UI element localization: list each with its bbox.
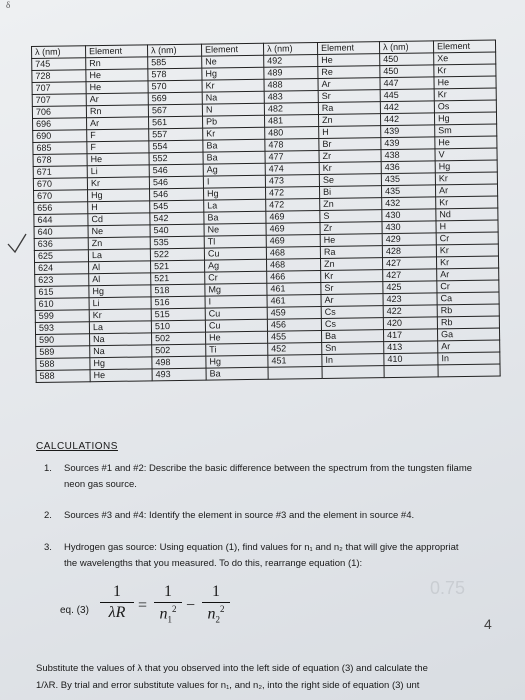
element-cell: Ba bbox=[322, 330, 384, 343]
minus-sign: − bbox=[186, 597, 196, 614]
wavelength-cell: 707 bbox=[32, 94, 86, 107]
element-cell: V bbox=[435, 148, 497, 161]
wavelength-cell: 546 bbox=[149, 164, 203, 177]
wavelength-cell: 427 bbox=[382, 257, 436, 270]
wavelength-cell: 488 bbox=[264, 78, 318, 91]
element-cell: Ag bbox=[203, 163, 265, 176]
wavelength-cell: 644 bbox=[34, 214, 88, 227]
element-cell: Ar bbox=[87, 117, 149, 130]
header-wavelength: λ (nm) bbox=[263, 42, 317, 55]
element-cell: Hg bbox=[435, 160, 497, 173]
element-cell: Kr bbox=[87, 177, 149, 190]
element-cell: Cd bbox=[88, 213, 150, 226]
element-cell: Sm bbox=[435, 124, 497, 137]
element-cell: I bbox=[205, 295, 267, 308]
element-cell: N bbox=[202, 103, 264, 116]
element-cell: Xe bbox=[434, 52, 496, 65]
wavelength-cell: 567 bbox=[148, 104, 202, 117]
element-cell: H bbox=[319, 126, 381, 139]
element-cell: Zn bbox=[318, 114, 380, 127]
element-cell: Na bbox=[90, 345, 152, 358]
question-number: 2. bbox=[44, 510, 52, 521]
element-cell: He bbox=[320, 234, 382, 247]
header-element: Element bbox=[433, 40, 495, 53]
element-cell bbox=[438, 364, 500, 377]
wavelength-cell: 593 bbox=[35, 322, 89, 335]
element-cell: He bbox=[318, 54, 380, 67]
wavelength-cell: 477 bbox=[265, 150, 319, 163]
wavelength-cell bbox=[384, 365, 438, 378]
element-cell: Hg bbox=[204, 187, 266, 200]
element-cell: Kr bbox=[321, 270, 383, 283]
wavelength-cell: 521 bbox=[151, 260, 205, 273]
element-cell: Cu bbox=[205, 307, 267, 320]
wavelength-cell: 546 bbox=[150, 188, 204, 201]
element-cell: Li bbox=[89, 297, 151, 310]
element-cell: Tl bbox=[204, 235, 266, 248]
element-cell: Al bbox=[89, 273, 151, 286]
element-cell: Se bbox=[319, 174, 381, 187]
element-cell: Ne bbox=[202, 55, 264, 68]
element-cell: Ar bbox=[437, 268, 499, 281]
element-cell: Re bbox=[318, 66, 380, 79]
wavelength-cell: 480 bbox=[265, 126, 319, 139]
wavelength-cell: 492 bbox=[264, 54, 318, 67]
element-cell: Zn bbox=[88, 237, 150, 250]
element-cell: Ag bbox=[205, 259, 267, 272]
wavelength-cell: 425 bbox=[383, 281, 437, 294]
element-cell: La bbox=[88, 249, 150, 262]
wavelength-cell: 585 bbox=[148, 56, 202, 69]
wavelength-cell: 430 bbox=[382, 209, 436, 222]
n2-symbol: n bbox=[207, 605, 216, 623]
element-cell: He bbox=[86, 81, 148, 94]
wavelength-cell: 561 bbox=[149, 116, 203, 129]
wavelength-cell: 542 bbox=[150, 212, 204, 225]
element-cell: Al bbox=[89, 261, 151, 274]
element-cell: H bbox=[88, 201, 150, 214]
element-cell: Ba bbox=[203, 151, 265, 164]
wavelength-cell bbox=[268, 366, 322, 379]
wavelength-cell: 706 bbox=[32, 106, 86, 119]
spectral-lines-table bbox=[31, 40, 501, 383]
wavelength-cell: 455 bbox=[268, 330, 322, 343]
wavelength-cell: 636 bbox=[34, 238, 88, 251]
element-cell: Ba bbox=[203, 139, 265, 152]
question-text: Sources #1 and #2: Describe the basic difference between the spectrum from the tungsten filame bbox=[64, 463, 473, 474]
wavelength-cell: 498 bbox=[152, 356, 206, 369]
element-cell: Sr bbox=[321, 282, 383, 295]
element-cell: Rb bbox=[437, 304, 499, 317]
element-cell: He bbox=[206, 331, 268, 344]
wavelength-cell: 438 bbox=[381, 149, 435, 162]
element-cell: Zr bbox=[320, 222, 382, 235]
wavelength-cell: 578 bbox=[148, 68, 202, 81]
wavelength-cell: 442 bbox=[380, 101, 434, 114]
wavelength-cell: 439 bbox=[381, 137, 435, 150]
element-cell: He bbox=[90, 369, 152, 382]
element-cell: Sr bbox=[318, 90, 380, 103]
wavelength-cell: 678 bbox=[33, 154, 87, 167]
element-cell: Zn bbox=[320, 198, 382, 211]
equation-label: eq. (3) bbox=[60, 605, 89, 616]
wavelength-cell: 535 bbox=[150, 236, 204, 249]
element-cell: Zn bbox=[320, 258, 382, 271]
element-cell: Bi bbox=[319, 186, 381, 199]
element-cell: Ne bbox=[204, 223, 266, 236]
element-cell: Cr bbox=[437, 280, 499, 293]
n1-exponent: 2 bbox=[172, 604, 177, 614]
substitute-line-1: Substitute the values of λ that you observed into the left side of equation (3) and calculate the bbox=[36, 663, 428, 674]
element-cell: Rb bbox=[437, 316, 499, 329]
element-cell: S bbox=[320, 210, 382, 223]
wavelength-cell: 545 bbox=[150, 200, 204, 213]
wavelength-cell: 447 bbox=[380, 77, 434, 90]
element-cell: Na bbox=[202, 91, 264, 104]
wavelength-cell: 472 bbox=[265, 186, 319, 199]
wavelength-cell: 413 bbox=[384, 341, 438, 354]
wavelength-cell: 690 bbox=[33, 130, 87, 143]
element-cell: Kr bbox=[435, 172, 497, 185]
question-text: Hydrogen gas source: Using equation (1), find values for n₁ and n₂ that will give the appropriat bbox=[64, 542, 459, 553]
question-number: 3. bbox=[44, 542, 52, 553]
element-cell: Hg bbox=[88, 189, 150, 202]
wavelength-cell: 588 bbox=[36, 370, 90, 383]
element-cell: Kr bbox=[89, 309, 151, 322]
wavelength-cell: 656 bbox=[34, 202, 88, 215]
element-cell: Rn bbox=[86, 57, 148, 70]
wavelength-cell: 452 bbox=[268, 342, 322, 355]
element-cell: Kr bbox=[436, 256, 498, 269]
element-cell: Hg bbox=[202, 67, 264, 80]
element-cell: Sn bbox=[322, 342, 384, 355]
wavelength-cell: 420 bbox=[383, 317, 437, 330]
element-cell: Na bbox=[90, 333, 152, 346]
question-text: Sources #3 and #4: Identify the element in source #3 and the element in source #4. bbox=[64, 510, 415, 521]
wavelength-cell: 461 bbox=[267, 282, 321, 295]
wavelength-cell: 432 bbox=[382, 197, 436, 210]
wavelength-cell: 469 bbox=[266, 210, 320, 223]
element-cell: Kr bbox=[319, 162, 381, 175]
wavelength-cell: 615 bbox=[35, 286, 89, 299]
substitute-instructions bbox=[36, 660, 525, 694]
wavelength-cell: 489 bbox=[264, 66, 318, 79]
element-cell: Nd bbox=[436, 208, 498, 221]
wavelength-cell: 557 bbox=[149, 128, 203, 141]
wavelength-cell: 461 bbox=[267, 294, 321, 307]
wavelength-cell: 640 bbox=[34, 226, 88, 239]
wavelength-cell: 422 bbox=[383, 305, 437, 318]
calculations-heading: CALCULATIONS bbox=[36, 441, 118, 452]
wavelength-cell: 483 bbox=[264, 90, 318, 103]
wavelength-cell: 540 bbox=[150, 224, 204, 237]
wavelength-cell: 516 bbox=[151, 296, 205, 309]
wavelength-cell: 522 bbox=[150, 248, 204, 261]
header-element: Element bbox=[317, 42, 379, 55]
wavelength-cell: 442 bbox=[380, 113, 434, 126]
element-cell: Ne bbox=[88, 225, 150, 238]
wavelength-cell: 427 bbox=[383, 269, 437, 282]
wavelength-cell: 588 bbox=[36, 358, 90, 371]
wavelength-cell: 696 bbox=[33, 118, 87, 131]
wavelength-cell: 728 bbox=[32, 70, 86, 83]
element-cell: Pb bbox=[202, 115, 264, 128]
element-cell: Hg bbox=[89, 285, 151, 298]
rydberg-equation bbox=[100, 583, 250, 631]
element-cell: He bbox=[86, 69, 148, 82]
term-n2 bbox=[202, 583, 230, 625]
pencil-mark-number: 4 bbox=[484, 616, 492, 632]
equals-sign: = bbox=[138, 597, 148, 614]
element-cell: Kr bbox=[434, 88, 496, 101]
n2-subscript: 2 bbox=[215, 614, 220, 625]
element-cell: Ar bbox=[86, 93, 148, 106]
element-cell: Ar bbox=[321, 294, 383, 307]
wavelength-cell: 546 bbox=[149, 176, 203, 189]
element-cell: Ra bbox=[318, 102, 380, 115]
wavelength-cell: 554 bbox=[149, 140, 203, 153]
wavelength-cell: 468 bbox=[267, 258, 321, 271]
element-cell bbox=[322, 366, 384, 379]
wavelength-cell: 670 bbox=[33, 178, 87, 191]
element-cell: Os bbox=[434, 100, 496, 113]
term-n2-numerator: 1 bbox=[212, 583, 220, 600]
element-cell: I bbox=[203, 175, 265, 188]
question-2 bbox=[44, 508, 525, 524]
element-cell: Li bbox=[87, 165, 149, 178]
element-cell: La bbox=[204, 199, 266, 212]
wavelength-cell: 435 bbox=[381, 173, 435, 186]
wavelength-cell: 589 bbox=[36, 346, 90, 359]
wavelength-cell: 610 bbox=[35, 298, 89, 311]
wavelength-cell: 450 bbox=[380, 53, 434, 66]
wavelength-cell: 429 bbox=[382, 233, 436, 246]
element-cell: H bbox=[436, 220, 498, 233]
wavelength-cell: 515 bbox=[151, 308, 205, 321]
element-cell: Kr bbox=[436, 244, 498, 257]
element-cell: He bbox=[435, 136, 497, 149]
wavelength-cell: 478 bbox=[265, 138, 319, 151]
wavelength-cell: 671 bbox=[33, 166, 87, 179]
wavelength-cell: 569 bbox=[148, 92, 202, 105]
wavelength-cell: 459 bbox=[267, 306, 321, 319]
n1-symbol: n bbox=[159, 605, 168, 623]
wavelength-cell: 623 bbox=[35, 274, 89, 287]
term-n1-numerator: 1 bbox=[164, 583, 172, 600]
lhs-numerator: 1 bbox=[113, 583, 121, 600]
element-cell: He bbox=[434, 76, 496, 89]
question-text-continued: neon gas source. bbox=[64, 479, 137, 490]
wavelength-cell: 493 bbox=[152, 368, 206, 381]
element-cell: Cs bbox=[321, 318, 383, 331]
n2-exponent: 2 bbox=[220, 604, 225, 614]
term-n1 bbox=[154, 583, 182, 625]
wavelength-cell: 439 bbox=[381, 125, 435, 138]
header-element: Element bbox=[201, 43, 263, 56]
element-cell: He bbox=[87, 153, 149, 166]
wavelength-cell: 436 bbox=[381, 161, 435, 174]
question-3 bbox=[44, 540, 525, 572]
wavelength-cell: 456 bbox=[267, 318, 321, 331]
element-cell: Ba bbox=[204, 211, 266, 224]
wavelength-cell: 430 bbox=[382, 221, 436, 234]
wavelength-cell: 685 bbox=[33, 142, 87, 155]
n1-subscript: 1 bbox=[167, 614, 172, 625]
pencil-mark-value: 0.75 bbox=[430, 578, 466, 598]
element-cell: In bbox=[438, 352, 500, 365]
pencil-checkmark bbox=[6, 232, 28, 262]
substitute-line-2: 1/λR. By trial and error substitute values for n₁, and n₂, into the right side of equation (3) unt bbox=[36, 680, 420, 691]
wavelength-cell: 707 bbox=[32, 82, 86, 95]
wavelength-cell: 518 bbox=[151, 284, 205, 297]
element-cell: Ar bbox=[318, 78, 380, 91]
wavelength-cell: 670 bbox=[34, 190, 88, 203]
header-element: Element bbox=[86, 45, 148, 58]
wavelength-cell: 570 bbox=[148, 80, 202, 93]
element-cell: Kr bbox=[202, 79, 264, 92]
element-cell: F bbox=[87, 141, 149, 154]
element-cell: Ba bbox=[206, 367, 268, 380]
question-1 bbox=[44, 461, 525, 493]
header-wavelength: λ (nm) bbox=[32, 46, 86, 59]
corner-mark: δ bbox=[6, 0, 11, 10]
wavelength-cell: 590 bbox=[36, 334, 90, 347]
wavelength-cell: 428 bbox=[382, 245, 436, 258]
wavelength-cell: 625 bbox=[34, 250, 88, 263]
element-cell: Cr bbox=[436, 232, 498, 245]
element-cell: Kr bbox=[203, 127, 265, 140]
lhs-denominator: λR bbox=[108, 604, 126, 621]
element-cell: Mg bbox=[205, 283, 267, 296]
element-cell: Cs bbox=[321, 306, 383, 319]
wavelength-cell: 469 bbox=[266, 234, 320, 247]
wavelength-cell: 521 bbox=[151, 272, 205, 285]
wavelength-cell: 423 bbox=[383, 293, 437, 306]
wavelength-cell: 624 bbox=[35, 262, 89, 275]
wavelength-cell: 552 bbox=[149, 152, 203, 165]
element-cell: Hg bbox=[434, 112, 496, 125]
question-text-continued: the wavelengths that you measured. To do this, rearrange equation (1): bbox=[64, 558, 363, 569]
element-cell: Ca bbox=[437, 292, 499, 305]
element-cell: Ti bbox=[206, 343, 268, 356]
element-cell: F bbox=[87, 129, 149, 142]
wavelength-cell: 472 bbox=[266, 198, 320, 211]
element-cell: Kr bbox=[436, 196, 498, 209]
element-cell: Hg bbox=[90, 357, 152, 370]
element-cell: Cr bbox=[205, 271, 267, 284]
element-cell: Ra bbox=[320, 246, 382, 259]
wavelength-cell: 417 bbox=[383, 329, 437, 342]
wavelength-cell: 435 bbox=[381, 185, 435, 198]
wavelength-cell: 445 bbox=[380, 89, 434, 102]
wavelength-cell: 473 bbox=[265, 174, 319, 187]
wavelength-cell: 451 bbox=[268, 354, 322, 367]
wavelength-cell: 502 bbox=[152, 332, 206, 345]
wavelength-cell: 745 bbox=[32, 58, 86, 71]
lhs-fraction bbox=[100, 583, 134, 622]
header-wavelength: λ (nm) bbox=[147, 44, 201, 57]
wavelength-cell: 599 bbox=[35, 310, 89, 323]
element-cell: Hg bbox=[206, 355, 268, 368]
element-cell: In bbox=[322, 354, 384, 367]
wavelength-cell: 469 bbox=[266, 222, 320, 235]
wavelength-cell: 468 bbox=[266, 246, 320, 259]
element-cell: Ga bbox=[437, 328, 499, 341]
wavelength-cell: 510 bbox=[151, 320, 205, 333]
wavelength-cell: 482 bbox=[264, 102, 318, 115]
element-cell: Zr bbox=[319, 150, 381, 163]
wavelength-cell: 474 bbox=[265, 162, 319, 175]
element-cell: Rn bbox=[86, 105, 148, 118]
element-cell: Ar bbox=[438, 340, 500, 353]
wavelength-cell: 450 bbox=[380, 65, 434, 78]
element-cell: Kr bbox=[434, 64, 496, 77]
element-cell: La bbox=[89, 321, 151, 334]
wavelength-cell: 466 bbox=[267, 270, 321, 283]
element-cell: Cu bbox=[205, 319, 267, 332]
element-cell: Cu bbox=[204, 247, 266, 260]
wavelength-cell: 410 bbox=[384, 353, 438, 366]
wavelength-cell: 502 bbox=[152, 344, 206, 357]
wavelength-cell: 481 bbox=[264, 114, 318, 127]
question-number: 1. bbox=[44, 463, 52, 474]
header-wavelength: λ (nm) bbox=[379, 41, 433, 54]
element-cell: Ar bbox=[435, 184, 497, 197]
element-cell: Br bbox=[319, 138, 381, 151]
